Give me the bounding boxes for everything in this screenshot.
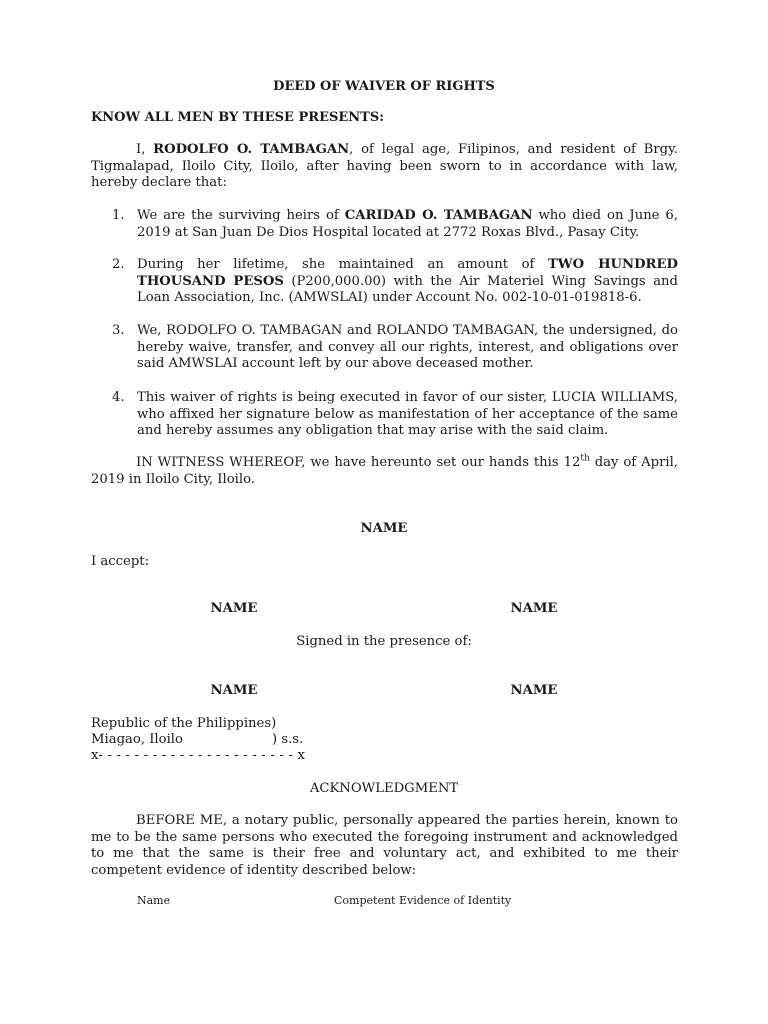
venue-line-1: Republic of the Philippines) <box>91 716 277 731</box>
table-header-name: Name <box>137 894 171 907</box>
i-accept-label: I accept: <box>91 554 150 569</box>
document-title: DEED OF WAIVER OF RIGHTS <box>273 79 495 94</box>
witness-name-placeholder: NAME <box>210 683 258 698</box>
acceptor-name-placeholder: NAME <box>510 601 558 616</box>
list-item-text: We, RODOLFO O. TAMBAGAN and ROLANDO TAMBAGAN, the undersigned, do hereby waive, transfer, and convey all our rights, interest, and obligations over said AMWSLAI account left by our above deceased mother. <box>137 323 678 372</box>
know-all-men-heading: KNOW ALL MEN BY THESE PRESENTS: <box>91 110 385 125</box>
list-item-text: We are the surviving heirs of CARIDAD O. TAMBAGAN who died on June 6, 2019 at San Juan De Dios Hospital located at 2772 Roxas Blvd., Pasay City. <box>137 208 679 240</box>
declarant-name: RODOLFO O. TAMBAGAN <box>153 142 350 157</box>
list-item-text: During her lifetime, she maintained an amount of TWO HUNDRED THOUSAND PESOS (P200,000.00) with the Air Materiel Wing Savings and Loan Association, Inc. (AMWSLAI) under Account No. 002-10-01-019818-6. <box>137 257 678 306</box>
acknowledgment-paragraph: BEFORE ME, a notary public, personally appeared the parties herein, known to me to be the same persons who executed the foregoing instrument and acknowledged to me that the same is their free and voluntary act, and exhibited to me their competent evidence of identity described below: <box>91 813 678 878</box>
witness-name-placeholder: NAME <box>510 683 558 698</box>
signatory-name-placeholder: NAME <box>360 521 408 536</box>
acceptor-name-placeholder: NAME <box>210 601 258 616</box>
venue-divider: x- - - - - - - - - - - - - - - - - - - - - - x <box>91 748 306 763</box>
signed-presence-label: Signed in the presence of: <box>296 634 472 649</box>
venue-line-2-ss: ) s.s. <box>272 732 304 747</box>
table-header-evidence: Competent Evidence of Identity <box>334 894 512 907</box>
acknowledgment-heading: ACKNOWLEDGMENT <box>309 781 459 796</box>
venue-line-2-place: Miagao, Iloilo <box>91 732 183 747</box>
intro-paragraph: I, RODOLFO O. TAMBAGAN, of legal age, Filipinos, and resident of Brgy. Tigmalapad, Iloilo City, Iloilo, after having been sworn to in accordance with law, hereby declare that: <box>91 142 678 191</box>
list-item-text: This waiver of rights is being executed in favor of our sister, LUCIA WILLIAMS, who affixed her signature below as manifestation of her acceptance of the same and hereby assumes any obligation that may arise with the said claim. <box>137 390 678 439</box>
document-page: DEED OF WAIVER OF RIGHTS KNOW ALL MEN BY THESE PRESENTS: I, RODOLFO O. TAMBAGAN, of legal age, Filipinos, and resident of Brgy. Tigmalapad, Iloilo City, Iloilo, after having been sworn to in accordance with law, hereby declare that: 1. We are the surviving heirs of CARIDAD O. TAMBAGAN who died on June 6, 2019 at San Juan De Dios Hospital located at 2772 Roxas Blvd., Pasay City. 2. During her lifetime, she maintained an amount of TWO HUNDRED THOUSAND PESOS (P200,000.00) with the Air Materiel Wing Savings and Loan Association, Inc. (AMWSLAI) under Account No. 002-10-01-019818-6. 3. We, RODOLFO O. TAMBAGAN and ROLANDO TAMBAGAN, the undersigned, do hereby waive, transfer, and convey all our rights, interest, and obligations over said AMWSLAI account left by our above deceased mother. 4. This waiver of rights is being executed in favor of our sister, LUCIA WILLIAMS, who affixed her signature below as manifestation of her acceptance of the same and hereby assumes any obligation that may arise with the said claim. IN WITNESS WHEREOF, we have hereunto set our hands this 12th day of April, 2019 in Iloilo City, Iloilo. NAME I accept: NAME NAME Signed in the presence of: NAME NAME Republic of the Philippines) Miagao, Iloilo ) s.s. x- - - - - - - - - - - - - - - - - - - - - - x ACKNOWLEDGMENT BEFORE ME, a notary public, personally appeared the parties herein, known to me to be the same persons who executed the foregoing instrument and acknowledged to me that the same is their free and voluntary act, and exhibited to me their competent evidence of identity described below: Name Competent Evidence of Identity <box>0 0 768 1024</box>
witness-paragraph: IN WITNESS WHEREOF, we have hereunto set our hands this 12th day of April, 2019 in Iloilo City, Iloilo. <box>91 453 678 487</box>
